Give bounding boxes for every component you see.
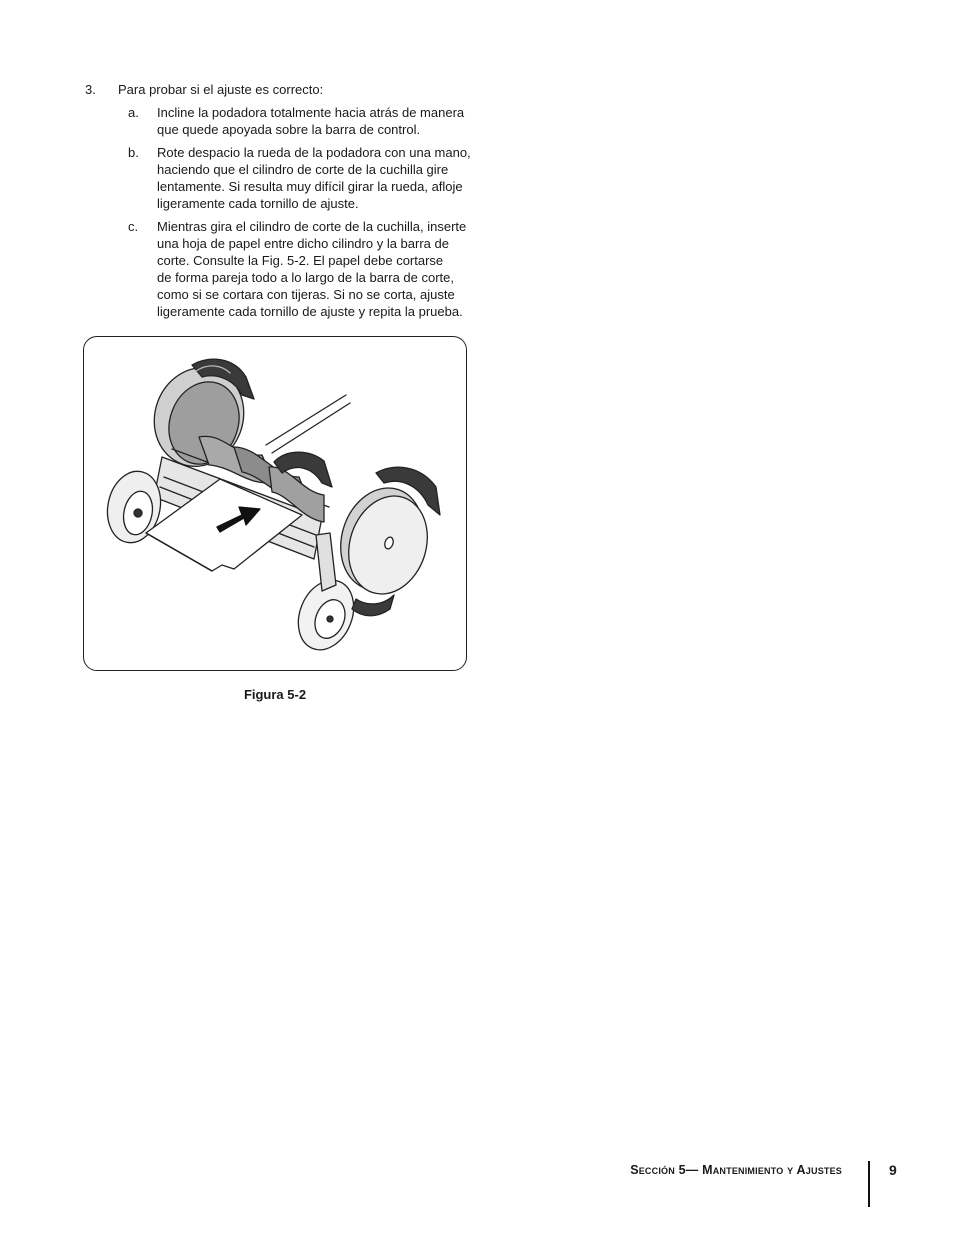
- list-item-line: lentamente. Si resulta muy difícil girar la rueda, afloje: [157, 179, 463, 194]
- footer-section-title: Sección 5— Mantenimiento y Ajustes: [630, 1163, 842, 1177]
- list-item-line: corte. Consulte la Fig. 5-2. El papel debe cortarse: [157, 253, 444, 268]
- step-intro: Para probar si el ajuste es correcto:: [118, 82, 324, 97]
- list-item-line: Incline la podadora totalmente hacia atrás de manera: [157, 105, 465, 120]
- list-item-line: ligeramente cada tornillo de ajuste y repita la prueba.: [157, 304, 463, 319]
- list-item-line: haciendo que el cilindro de corte de la cuchilla gire: [157, 162, 449, 177]
- page-number: 9: [889, 1162, 897, 1178]
- list-item-line: una hoja de papel entre dicho cilindro y la barra de: [157, 236, 449, 251]
- list-item: [128, 218, 473, 320]
- reel-mower-illustration: [84, 337, 466, 670]
- figure-frame: [83, 336, 467, 671]
- figure-caption: Figura 5-2: [243, 687, 307, 702]
- list-item-line: de forma pareja todo a lo largo de la barra de corte,: [157, 270, 455, 285]
- list-item-letter: a.: [128, 105, 139, 120]
- list-item: [128, 144, 473, 212]
- list-item-letter: b.: [128, 145, 139, 160]
- list-item-line: Mientras gira el cilindro de corte de la cuchilla, inserte: [157, 219, 467, 234]
- list-item-letter: c.: [128, 219, 139, 234]
- list-item-line: Rote despacio la rueda de la podadora con una mano,: [157, 145, 471, 160]
- list-item-line: que quede apoyada sobre la barra de control.: [157, 122, 421, 137]
- list-item: [128, 104, 473, 138]
- footer-divider: [868, 1161, 870, 1207]
- list-item-line: ligeramente cada tornillo de ajuste.: [157, 196, 359, 211]
- list-item-line: como si se cortara con tijeras. Si no se corta, ajuste: [157, 287, 455, 302]
- step-number: 3.: [85, 82, 96, 97]
